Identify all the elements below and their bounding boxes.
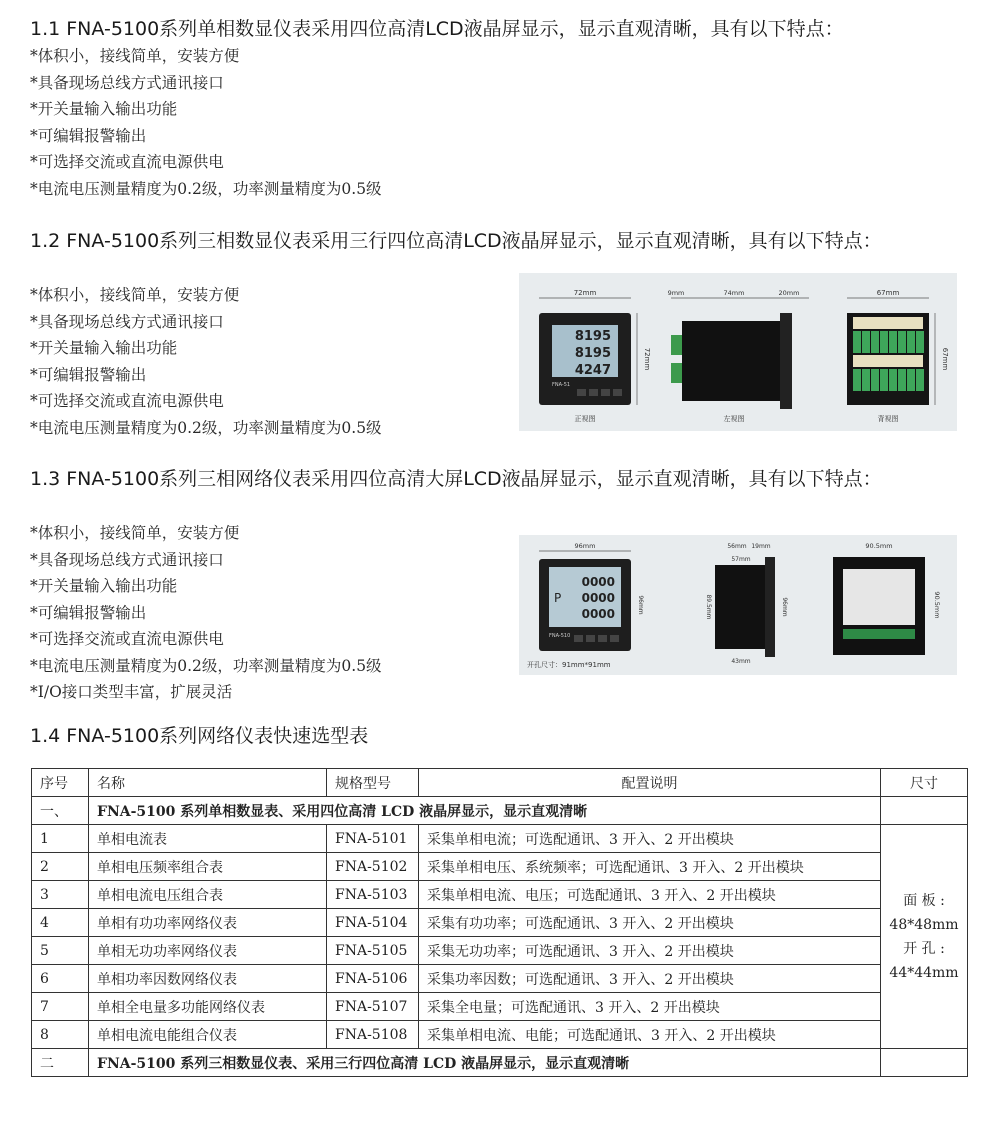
row-index: 2 — [32, 853, 89, 881]
model-label: FNA-510 — [549, 633, 571, 639]
network-meter-illustration — [519, 535, 957, 675]
wiring-label — [853, 317, 923, 329]
group-row — [32, 1049, 968, 1077]
row-config: 采集功率因数；可选配通讯、3 开入、2 开出模块 — [419, 965, 881, 993]
network-meter-dimension-figure — [519, 535, 957, 675]
back-height-label: 67mm — [941, 347, 949, 371]
feature-item: *体积小，接线简单，安装方便 — [30, 47, 240, 65]
row-index: 6 — [32, 965, 89, 993]
row-name: 单相全电量多功能网络仪表 — [89, 993, 327, 1021]
size-panel-label: 面 板 : — [903, 892, 945, 909]
front-key — [589, 389, 598, 396]
table-row — [32, 853, 968, 881]
front-key — [574, 635, 583, 642]
table-row — [32, 965, 968, 993]
section-1-1-features — [30, 43, 382, 202]
feature-item: *可选择交流或直流电源供电 — [30, 392, 224, 410]
lcd-row-2: 8195 — [574, 346, 611, 361]
section-1-2-heading: 1.2 FNA-5100系列三相数显仪表采用三行四位高清LCD液晶屏显示，显示直观清晰，具有以下特点： — [30, 230, 882, 252]
section-1-1-heading: 1.1 FNA-5100系列单相数显仪表采用四位高清LCD液晶屏显示，显示直观清晰，具有以下特点： — [30, 18, 844, 40]
lcd-row-2: 0000 — [581, 591, 615, 605]
side-depth-a-label: 9mm — [667, 289, 685, 297]
feature-item: *具备现场总线方式通讯接口 — [30, 550, 224, 569]
section-1-3-features — [30, 520, 382, 706]
group-index: 一、 — [32, 797, 89, 825]
feature-item: *体积小，接线简单，安装方便 — [30, 524, 240, 542]
quick-selection-table — [31, 768, 968, 1077]
back-width-label: 67mm — [876, 289, 900, 297]
row-config: 采集单相电流、电能；可选配通讯、3 开入、2 开出模块 — [419, 1021, 881, 1049]
row-index: 5 — [32, 937, 89, 965]
row-config: 采集无功功率；可选配通讯、3 开入、2 开出模块 — [419, 937, 881, 965]
feature-item: *开关量输入输出功能 — [30, 577, 178, 595]
row-model: FNA-5105 — [327, 937, 419, 965]
side-full-height-label: 96mm — [781, 597, 788, 617]
lcd-row-1: 0000 — [581, 575, 615, 589]
row-index: 1 — [32, 825, 89, 853]
lcd-row-1: 8195 — [574, 329, 611, 344]
feature-item: *具备现场总线方式通讯接口 — [30, 312, 224, 331]
meter-bezel — [780, 313, 792, 409]
terminal-block — [671, 335, 682, 355]
header-model: 规格型号 — [327, 769, 419, 797]
row-model: FNA-5107 — [327, 993, 419, 1021]
row-config: 采集单相电压、系统频率；可选配通讯、3 开入、2 开出模块 — [419, 853, 881, 881]
three-phase-meter-dimension-figure — [519, 273, 957, 431]
row-model: FNA-5102 — [327, 853, 419, 881]
feature-item: *开关量输入输出功能 — [30, 339, 178, 357]
row-config: 采集有功功率；可选配通讯、3 开入、2 开出模块 — [419, 909, 881, 937]
row-model: FNA-5101 — [327, 825, 419, 853]
row-model: FNA-5108 — [327, 1021, 419, 1049]
side-depth-b-label: 19mm — [751, 543, 771, 550]
row-name: 单相电压频率组合表 — [89, 853, 327, 881]
table-row — [32, 909, 968, 937]
terminal-row — [843, 629, 915, 639]
size-cell — [881, 825, 968, 1049]
front-key — [577, 389, 586, 396]
table-row — [32, 825, 968, 853]
row-config: 采集全电量；可选配通讯、3 开入、2 开出模块 — [419, 993, 881, 1021]
table-row — [32, 993, 968, 1021]
group-index: 二 — [32, 1049, 89, 1077]
back-view-caption: 背视图 — [877, 415, 899, 423]
front-height-label: 72mm — [643, 347, 651, 371]
terminal-block — [671, 363, 682, 383]
row-name: 单相电流表 — [89, 825, 327, 853]
row-name: 单相电流电能组合仪表 — [89, 1021, 327, 1049]
front-view-caption: 正视图 — [574, 415, 596, 423]
section-1-4-heading: 1.4 FNA-5100系列网络仪表快速选型表 — [30, 725, 369, 747]
side-depth-a-label: 56mm — [727, 543, 747, 550]
side-depth-c-label: 57mm — [731, 556, 751, 563]
feature-item: *具备现场总线方式通讯接口 — [30, 73, 224, 92]
back-label-sticker — [843, 569, 915, 625]
size-cutout-label: 开 孔 : — [903, 940, 945, 957]
front-key — [601, 389, 610, 396]
front-width-label: 72mm — [573, 289, 597, 297]
meter-side-body — [715, 565, 765, 649]
back-width-label: 90.5mm — [865, 542, 893, 550]
side-height-label: 89.5mm — [705, 594, 712, 620]
feature-item: *电流电压测量精度为0.2级，功率测量精度为0.5级 — [30, 656, 382, 675]
front-height-label: 96mm — [637, 595, 644, 615]
front-key — [586, 635, 595, 642]
side-depth-b-label: 74mm — [723, 289, 745, 297]
meter-bezel — [765, 557, 775, 657]
table-row — [32, 1021, 968, 1049]
side-bottom-label: 43mm — [731, 658, 751, 665]
cutout-size-label: 开孔尺寸：91mm*91mm — [527, 661, 611, 669]
meter-views-illustration — [519, 273, 957, 431]
table-header-row — [32, 769, 968, 797]
row-name: 单相电流电压组合表 — [89, 881, 327, 909]
side-depth-c-label: 20mm — [778, 289, 800, 297]
row-name: 单相功率因数网络仪表 — [89, 965, 327, 993]
meter-side-body — [682, 321, 780, 401]
side-view-caption: 左视图 — [723, 415, 745, 423]
row-index: 8 — [32, 1021, 89, 1049]
row-model: FNA-5106 — [327, 965, 419, 993]
feature-item: *电流电压测量精度为0.2级，功率测量精度为0.5级 — [30, 179, 382, 198]
model-label: FNA-51 — [552, 382, 571, 388]
section-1-3-heading: 1.3 FNA-5100系列三相网络仪表采用四位高清大屏LCD液晶屏显示，显示直观清晰，具有以下特点： — [30, 468, 882, 490]
group-size-cell — [881, 797, 968, 825]
feature-item: *体积小，接线简单，安装方便 — [30, 286, 240, 304]
front-key — [613, 389, 622, 396]
header-config: 配置说明 — [419, 769, 881, 797]
feature-item: *电流电压测量精度为0.2级，功率测量精度为0.5级 — [30, 418, 382, 437]
row-config: 采集单相电流、电压；可选配通讯、3 开入、2 开出模块 — [419, 881, 881, 909]
feature-item: *可选择交流或直流电源供电 — [30, 630, 224, 648]
feature-item: *可编辑报警输出 — [30, 365, 147, 384]
group-title: FNA-5100 系列单相数显表、采用四位高清 LCD 液晶屏显示，显示直观清晰 — [89, 797, 881, 825]
row-model: FNA-5103 — [327, 881, 419, 909]
section-1-2-features — [30, 282, 382, 441]
lcd-row-3: 0000 — [581, 607, 615, 621]
lcd-symbol: P — [554, 591, 562, 605]
header-size: 尺寸 — [881, 769, 968, 797]
back-height-label: 90.5mm — [933, 591, 941, 619]
feature-item: *可编辑报警输出 — [30, 126, 147, 145]
row-index: 3 — [32, 881, 89, 909]
row-config: 采集单相电流；可选配通讯、3 开入、2 开出模块 — [419, 825, 881, 853]
row-model: FNA-5104 — [327, 909, 419, 937]
lcd-row-3: 4247 — [574, 363, 611, 378]
feature-item: *可选择交流或直流电源供电 — [30, 153, 224, 171]
front-width-label: 96mm — [574, 542, 596, 550]
wiring-label — [853, 355, 923, 367]
front-key — [598, 635, 607, 642]
group-title: FNA-5100 系列三相数显仪表、采用三行四位高清 LCD 液晶屏显示，显示直观清晰 — [89, 1049, 881, 1077]
feature-item: *可编辑报警输出 — [30, 603, 147, 622]
header-index: 序号 — [32, 769, 89, 797]
row-index: 7 — [32, 993, 89, 1021]
row-index: 4 — [32, 909, 89, 937]
front-key — [610, 635, 619, 642]
feature-item: *开关量输入输出功能 — [30, 100, 178, 118]
table-row — [32, 881, 968, 909]
group-row — [32, 797, 968, 825]
size-panel-value: 48*48mm — [889, 916, 959, 933]
size-cutout-value: 44*44mm — [889, 964, 959, 981]
header-name: 名称 — [89, 769, 327, 797]
row-name: 单相无功功率网络仪表 — [89, 937, 327, 965]
row-name: 单相有功功率网络仪表 — [89, 909, 327, 937]
table-row — [32, 937, 968, 965]
feature-item: *I/O接口类型丰富，扩展灵活 — [30, 683, 233, 701]
group-size-cell — [881, 1049, 968, 1077]
